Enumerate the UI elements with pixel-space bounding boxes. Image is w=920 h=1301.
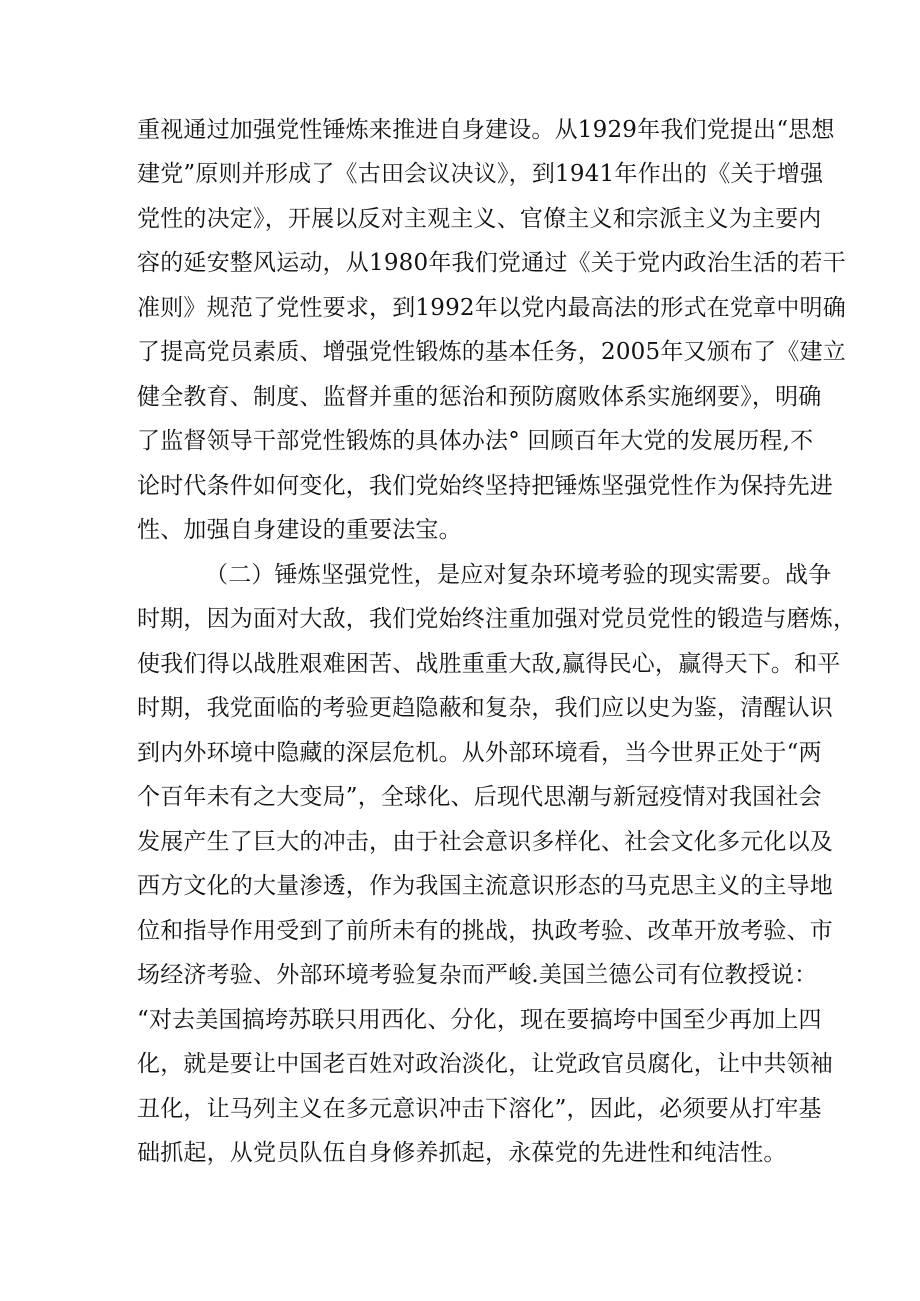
section-heading-line: （二）锤炼坚强党性，是应对复杂环境考验的现实需要。战争 — [205, 562, 832, 588]
text-line: 准则》规范了党性要求，到1992年以党内最高法的形式在党章中明确 — [137, 295, 846, 321]
text-line: 了提高党员素质、增强党性锻炼的基本任务，2005年又颁布了《建立 — [137, 339, 846, 365]
text-line: 位和指导作用受到了前所未有的挑战，执政考验、改革开放考验、市 — [137, 918, 833, 944]
text-line: 时期，因为面对大敌，我们党始终注重加强对党员党性的锻造与磨炼， — [137, 606, 857, 632]
text-line: 到内外环境中隐藏的深层危机。从外部环境看，当今世界正处于“两 — [137, 740, 822, 766]
text-line: 场经济考验、外部环境考验复杂而严峻.美国兰德公司有位教授说： — [137, 962, 818, 988]
text-line: 时期，我党面临的考验更趋隐蔽和复杂，我们应以史为鉴，清醒认识 — [137, 695, 833, 721]
text-line: 西方文化的大量渗透，作为我国主流意识形态的马克思主义的主导地 — [137, 873, 833, 899]
text-line: 丑化，让马列主义在多元意识冲击下溶化”，因此，必须要从打牢基 — [137, 1096, 822, 1122]
text-line: 容的延安整风运动，从1980年我们党通过《关于党内政治生活的若干 — [137, 250, 846, 276]
text-line: 重视通过加强党性锤炼来推进自身建设。从1929年我们党提出“思想 — [137, 117, 835, 143]
text-line: 性、加强自身建设的重要法宝。 — [137, 517, 462, 543]
text-line: 论时代条件如何变化，我们党始终坚持把锤炼坚强党性作为保持先进 — [137, 473, 833, 499]
text-line: 发展产生了巨大的冲击，由于社会意识多样化、社会文化多元化以及 — [137, 829, 833, 855]
text-line: 党性的决定》，开展以反对主观主义、官僚主义和宗派主义为主要内 — [137, 206, 822, 232]
text-line: 础抓起，从党员队伍自身修养抓起，永葆党的先进性和纯洁性。 — [137, 1140, 787, 1166]
text-line: 建党”原则并形成了《古田会议决议》，到1941年作出的《关于增强 — [137, 161, 824, 187]
text-line: 化，就是要让中国老百姓对政治淡化，让党政官员腐化，让中共领袖 — [137, 1051, 833, 1077]
text-line: 使我们得以战胜艰难困苦、战胜重重大敌,赢得民心，赢得天下。和平 — [137, 651, 841, 677]
text-line: 健全教育、制度、监督并重的惩治和预防腐败体系实施纲要》，明确 — [137, 384, 822, 410]
text-line: 个百年未有之大变局”，全球化、后现代思潮与新冠疫情对我国社会 — [137, 784, 822, 810]
text-line: 了监督领导干部党性锻炼的具体办法° 回顾百年大党的发展历程,不 — [137, 428, 814, 454]
text-line: “对去美国搞垮苏联只用西化、分化，现在要搞垮中国至少再加上四 — [137, 1007, 822, 1033]
